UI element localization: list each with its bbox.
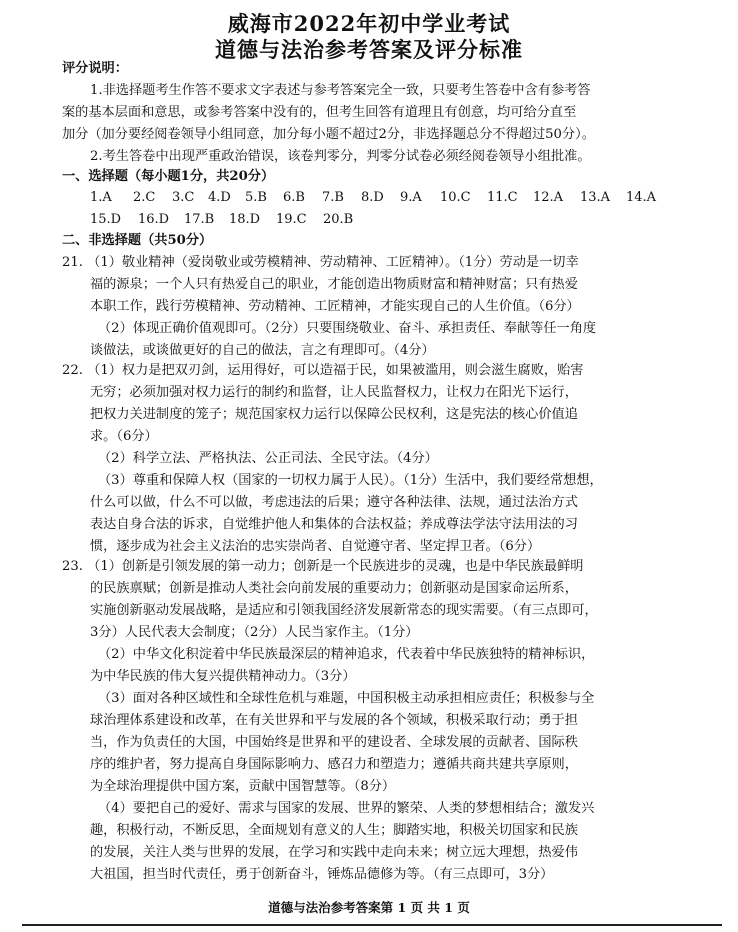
answer-line: （3）尊重和保障人权（国家的一切权力属于人民）。（1分）生活中，我们要经常想想， [98,473,603,488]
answer-item: 8.D [361,190,384,205]
answer-line: （2）中华文化积淀着中华民族最深层的精神追求，代表着中华民族独特的精神标识， [98,647,595,662]
bottom-rule [22,924,722,926]
answer-item: 7.B [322,190,344,205]
answer-item: 4.D [208,190,231,205]
scoring-line: 案的基本层面和意思，或参考答案中没有的，但考生回答有道理且有创意，均可给分直至 [62,105,577,120]
answer-line: 惯，逐步成为社会主义法治的忠实崇尚者、自觉遵守者、坚定捍卫者。（6分） [90,539,541,554]
answer-item: 16.D [138,212,170,227]
answer-line: 球治理体系建设和改革，在有关世界和平与发展的各个领域，积极采取行动；勇于担 [90,713,578,728]
answer-item: 6.B [283,190,305,205]
answer-line: 的发展，关注人类与世界的发展，在学习和实践中走向未来；树立远大理想，热爱伟 [90,845,578,860]
answer-item: 13.A [580,190,611,205]
page-footer: 道德与法治参考答案第 1 页 共 1 页 [268,900,470,915]
answer-line: 3分）人民代表大会制度；（2分）人民当家作主。（1分） [90,625,419,640]
answer-item: 18.D [229,212,261,227]
scoring-line: 1.非选择题考生作答不要求文字表述与参考答案完全一致，只要考生答卷中含有参考答 [90,83,591,98]
answer-item: 14.A [626,190,657,205]
answer-item: 15.D [90,212,122,227]
answer-line: （4）要把自己的爱好、需求与国家的发展、世界的繁荣、人类的梦想相结合；激发兴 [98,801,595,816]
answer-line: 谈做法，或谈做更好的自己的做法，言之有理即可。（4分） [90,343,435,358]
answer-line: 表达自身合法的诉求，自觉维护他人和集体的合法权益；养成尊法学法守法用法的习 [90,517,578,532]
answer-line: （2）科学立法、严格执法、公正司法、全民守法。（4分） [98,451,438,466]
answer-item: 9.A [400,190,422,205]
section1-heading: 一、选择题（每小题1分，共20分） [62,169,275,184]
answer-item: 20.B [323,212,354,227]
answer-item: 19.C [276,212,307,227]
answer-line: 大祖国，担当时代责任，勇于创新奋斗，锤炼品德修为等。（有三点即可，3分） [90,867,554,882]
answer-line: 趣，积极行动，不断反思，全面规划有意义的人生；脚踏实地，积极关切国家和民族 [90,823,578,838]
answer-line: 本职工作，践行劳模精神、劳动精神、工匠精神，才能实现自己的人生价值。（6分） [90,299,580,314]
answer-line: 福的源泉；一个人只有热爱自己的职业，才能创造出物质财富和精神财富；只有热爱 [90,277,578,292]
answer-line: 为中华民族的伟大复兴提供精神动力。（3分） [90,669,356,684]
answer-line: 为全球治理提供中国方案，贡献中国智慧等。（8分） [90,779,396,794]
answer-line: （3）面对各种区域性和全球性危机与难题，中国积极主动承担相应责任；积极参与全 [98,691,595,706]
answer-item: 10.C [440,190,471,205]
answer-line: 无穷；必须加强对权力运行的制约和监督，让人民监督权力，让权力在阳光下运行， [90,385,578,400]
answer-item: 3.C [172,190,195,205]
scoring-line: 加分（加分要经阅卷领导小组同意，加分每小题不超过2分，非选择题总分不得超过50分）。 [62,127,595,142]
answer-item: 17.B [184,212,215,227]
answer-item: 5.B [245,190,267,205]
page-title: 威海市2022年初中学业考试 [227,11,511,36]
answer-line: 序的维护者，努力提高自身国际影响力、感召力和塑造力；遵循共商共建共享原则， [90,757,578,772]
answer-item: 12.A [533,190,564,205]
answer-line: 把权力关进制度的笼子；规范国家权力运行以保障公民权利，这是宪法的核心价值追 [90,407,578,422]
answer-line: 当，作为负责任的大国，中国始终是世界和平的建设者、全球发展的贡献者、国际秩 [90,735,578,750]
answer-line: 什么可以做，什么不可以做，考虑违法的后果；遵守各种法律、法规，通过法治方式 [90,495,578,510]
answer-line: 求。（6分） [90,429,158,444]
answer-line: （2）体现正确价值观即可。（2分）只要围绕敬业、奋斗、承担责任、奉献等任一角度 [98,321,597,336]
page-subtitle: 道德与法治参考答案及评分标准 [215,37,523,62]
answer-item: 11.C [487,190,518,205]
section2-heading: 二、非选择题（共50分） [62,233,213,248]
answer-item: 1.A [90,190,112,205]
answer-line: 21. （1）敬业精神（爱岗敬业或劳模精神、劳动精神、工匠精神）。（1分）劳动是一切幸 [62,255,579,270]
answer-line: 22. （1）权力是把双刃剑，运用得好，可以造福于民，如果被滥用，则会滋生腐败，贻害 [62,363,584,378]
answer-line: 实施创新驱动发展战略，是适应和引领我国经济发展新常态的现实需要。（有三点即可， [90,603,598,618]
scoring-line: 2.考生答卷中出现严重政治错误，该卷判零分，判零分试卷必须经阅卷领导小组批准。 [90,149,591,164]
answer-line: 23. （1）创新是引领发展的第一动力；创新是一个民族进步的灵魂，也是中华民族最鲜明 [62,559,584,574]
answer-item: 2.C [133,190,156,205]
scoring-heading: 评分说明： [62,61,128,76]
answer-line: 的民族禀赋；创新是推动人类社会向前发展的重要动力；创新驱动是国家命运所系， [90,581,578,596]
